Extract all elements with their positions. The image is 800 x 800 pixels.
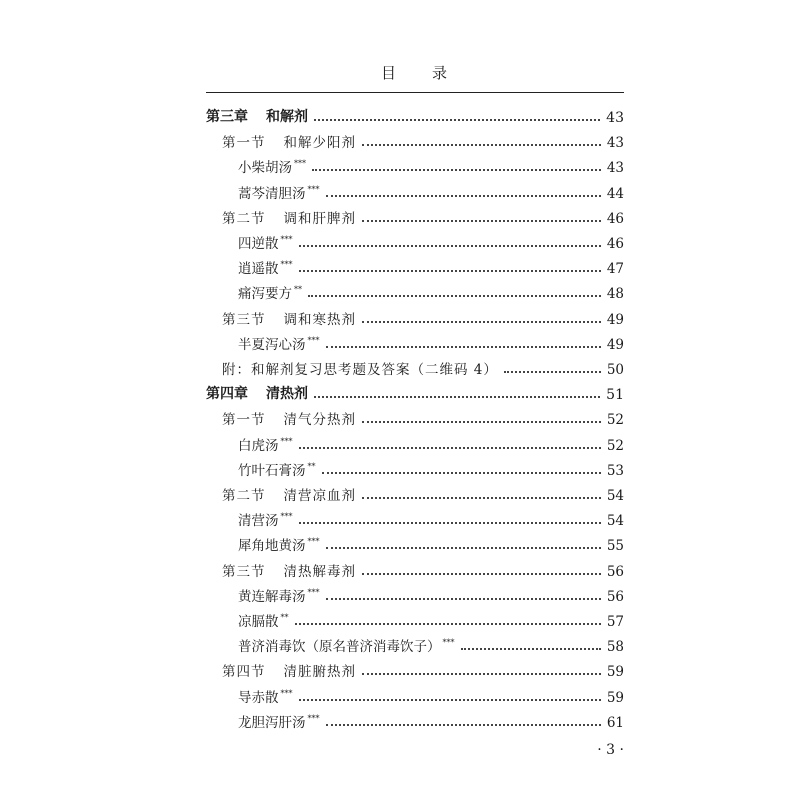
toc-entry-item	[238, 507, 624, 529]
toc-entry-title	[238, 257, 293, 277]
toc-entry-page: 43	[606, 110, 624, 126]
dot-leader	[299, 270, 601, 272]
toc-entry-section	[222, 356, 624, 378]
toc-entry-text: 附：和解剂复习思考题及答案（二维码 4）	[222, 362, 498, 378]
toc-entry-page: 49	[606, 336, 624, 353]
toc-entry-title	[222, 207, 356, 227]
dot-leader	[326, 724, 601, 726]
toc-entry-item	[238, 154, 624, 176]
toc-entry-page: 59	[606, 689, 624, 706]
dot-leader	[504, 371, 601, 373]
toc-entry-page: 54	[606, 513, 624, 530]
toc-entry-text: 蒿芩清胆汤	[238, 185, 306, 202]
toc-entry-page: 47	[606, 261, 624, 278]
toc-entry-title	[238, 686, 293, 706]
dot-leader	[362, 573, 601, 575]
toc-entry-number: 第二节	[222, 210, 266, 227]
dot-leader	[362, 673, 601, 675]
toc-entry-section	[222, 406, 624, 428]
toc-entry-page: 53	[606, 462, 624, 479]
toc-entry-title	[206, 106, 308, 126]
toc-entry-page: 49	[606, 311, 624, 328]
dot-leader	[362, 497, 601, 499]
importance-stars: **	[294, 285, 302, 295]
toc-entry-chapter	[206, 104, 624, 126]
dot-leader	[314, 119, 600, 121]
toc-entry-section	[222, 306, 624, 328]
dot-leader	[362, 144, 601, 146]
toc-entry-chapter	[206, 381, 624, 403]
toc-entry-page: 56	[606, 563, 624, 580]
toc-entry-section	[222, 205, 624, 227]
dot-leader	[308, 295, 601, 297]
toc-entry-page: 56	[606, 588, 624, 605]
toc-entry-title	[222, 560, 356, 580]
toc-entry-page: 54	[606, 488, 624, 504]
dot-leader	[362, 421, 601, 423]
dot-leader	[299, 245, 601, 247]
dot-leader	[295, 623, 601, 625]
dot-leader	[299, 699, 601, 701]
dot-leader	[312, 169, 601, 171]
header-char-right: 录	[432, 64, 450, 82]
toc-entry-title	[222, 660, 356, 680]
dot-leader	[326, 598, 601, 600]
toc-entry-title	[238, 333, 320, 353]
toc-entry-page: 46	[606, 236, 624, 252]
toc-entry-title	[238, 635, 455, 655]
toc-entry-title	[238, 156, 306, 176]
toc-entry-text: 龙胆泻肝汤	[238, 714, 306, 731]
header-rule	[206, 92, 624, 93]
toc-entry-page: 52	[606, 412, 624, 429]
importance-stars: ***	[442, 638, 455, 648]
toc-entry-text: 四逆散	[238, 236, 279, 252]
toc-entry-item	[238, 280, 624, 302]
toc-entry-text: 清脏腑热剂	[283, 664, 356, 681]
toc-entry-section	[222, 129, 624, 151]
toc-entry-item	[238, 432, 624, 454]
toc-entry-title	[238, 232, 293, 252]
toc-entry-section	[222, 658, 624, 680]
dot-leader	[461, 648, 601, 650]
toc-entry-item	[238, 331, 624, 353]
toc-entry-page: 55	[606, 538, 624, 555]
importance-stars: ***	[280, 512, 293, 522]
toc-entry-text: 清气分热剂	[283, 412, 356, 429]
toc-entry-number: 第一节	[222, 412, 266, 429]
importance-stars: ***	[280, 235, 293, 244]
toc-entry-page: 43	[606, 160, 624, 177]
toc-entry-title	[222, 308, 356, 328]
toc-entry-title	[222, 408, 356, 428]
toc-entry-page: 57	[606, 614, 624, 630]
toc-entry-title	[238, 434, 293, 454]
importance-stars: ***	[280, 260, 293, 270]
toc-entry-text: 清热解毒剂	[283, 563, 356, 580]
toc-entry-text: 黄连解毒汤	[238, 588, 306, 605]
page-header	[206, 62, 624, 83]
toc-entry-title	[238, 610, 289, 630]
toc-entry-page: 44	[606, 185, 624, 202]
dot-leader	[314, 396, 600, 398]
importance-stars: **	[280, 613, 289, 622]
toc-entry-section	[222, 482, 624, 504]
toc-entry-number: 第三节	[222, 311, 266, 328]
dot-leader	[326, 346, 601, 348]
toc-entry-text: 和解少阳剂	[283, 135, 356, 152]
toc-entry-page: 61	[606, 714, 624, 731]
toc-entry-text: 小柴胡汤	[238, 160, 292, 177]
dot-leader	[322, 472, 601, 474]
toc-entry-title	[238, 282, 302, 302]
toc-entry-section	[222, 558, 624, 580]
importance-stars: ***	[280, 436, 293, 446]
toc-entry-title	[222, 131, 356, 151]
importance-stars: ***	[294, 159, 306, 169]
toc-entry-text: 痛泻要方	[238, 286, 292, 303]
dot-leader	[362, 220, 601, 222]
toc-entry-page: 59	[606, 664, 624, 681]
toc-entry-number: 第四章	[206, 386, 248, 403]
toc-entry-text: 竹叶石膏汤	[238, 462, 306, 479]
toc-entry-title	[206, 383, 308, 403]
toc-entry-text: 清热剂	[266, 386, 308, 403]
toc-entry-title	[238, 459, 316, 479]
toc-entry-title	[238, 509, 293, 529]
toc-entry-number: 第三节	[222, 563, 266, 580]
toc-entry-item	[238, 180, 624, 202]
importance-stars: **	[307, 461, 316, 471]
toc-entry-item	[238, 684, 624, 706]
toc-entry-text: 犀角地黄汤	[238, 538, 306, 555]
toc-entry-text: 普济消毒饮（原名普济消毒饮子）	[238, 639, 441, 656]
toc-entry-item	[238, 583, 624, 605]
toc-entry-text: 白虎汤	[238, 437, 279, 454]
toc-entry-page: 50	[606, 362, 624, 378]
importance-stars: ***	[307, 713, 320, 723]
toc-entry-page: 51	[606, 387, 624, 404]
toc-entry-item	[238, 608, 624, 630]
toc-entry-item	[238, 633, 624, 655]
toc-entry-text: 逍遥散	[238, 261, 279, 278]
toc-entry-page: 58	[606, 639, 624, 656]
dot-leader	[299, 522, 601, 524]
toc-entry-text: 调和肝脾剂	[283, 210, 356, 227]
page-number: · 3 ·	[597, 742, 624, 758]
toc-entry-page: 52	[606, 437, 624, 454]
toc-entry-number: 第一节	[222, 135, 266, 152]
toc-entry-title	[222, 484, 356, 504]
toc-entry-number: 第二节	[222, 488, 266, 504]
importance-stars: ***	[307, 537, 320, 547]
toc-entry-title	[238, 711, 320, 731]
toc-entry-page: 43	[606, 135, 624, 152]
toc-entry-item	[238, 457, 624, 479]
toc-entry-text: 凉膈散	[238, 614, 279, 630]
toc-entry-number: 第三章	[206, 109, 248, 125]
importance-stars: ***	[280, 688, 293, 698]
dot-leader	[299, 447, 601, 449]
dot-leader	[326, 195, 601, 197]
toc-entry-page: 48	[606, 286, 624, 303]
toc-entry-text: 和解剂	[266, 109, 308, 125]
toc-entry-text: 清营凉血剂	[283, 488, 356, 504]
toc-entry-text: 导赤散	[238, 689, 279, 706]
toc-entry-text: 调和寒热剂	[283, 311, 356, 328]
toc-entry-text: 半夏泻心汤	[238, 336, 306, 353]
toc-entry-title	[238, 182, 320, 202]
toc-entry-item	[238, 230, 624, 252]
toc-entry-number: 第四节	[222, 664, 266, 681]
importance-stars: ***	[307, 335, 320, 345]
toc-entry-title	[222, 358, 498, 378]
dot-leader	[326, 547, 601, 549]
toc-entry-title	[238, 534, 320, 554]
toc-entry-item	[238, 709, 624, 731]
toc-entry-item	[238, 255, 624, 277]
toc-entry-title	[238, 585, 320, 605]
toc-entry-item	[238, 532, 624, 554]
toc-entry-page: 46	[606, 210, 624, 227]
importance-stars: ***	[307, 184, 320, 194]
toc-entry-text: 清营汤	[238, 513, 279, 530]
dot-leader	[362, 321, 601, 323]
header-char-left: 目	[380, 64, 398, 82]
importance-stars: ***	[307, 587, 320, 597]
